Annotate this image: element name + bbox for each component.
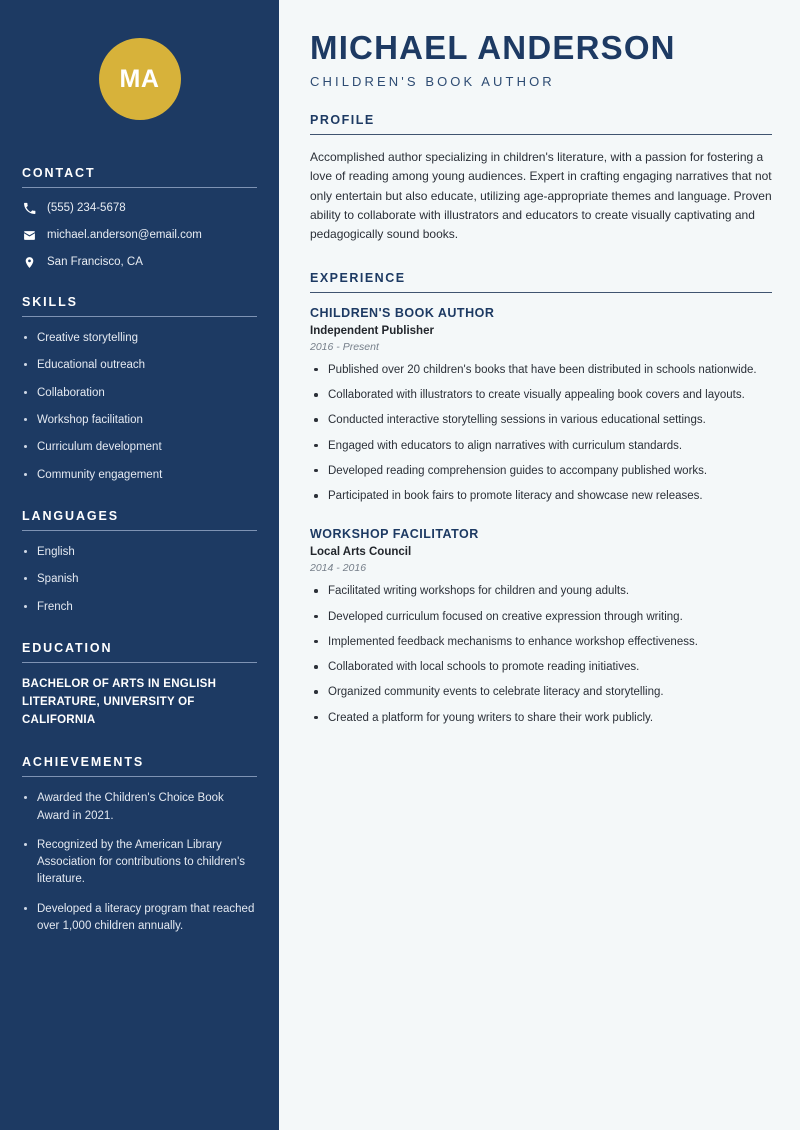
experience-section (310, 271, 772, 727)
experience-divider (310, 292, 772, 293)
list-item: Collaboration (22, 385, 257, 401)
experience-dates: 2016 - Present (310, 340, 379, 353)
education-heading: EDUCATION (22, 640, 113, 655)
contact-divider (22, 187, 257, 188)
list-item: Published over 20 children's books that have been distributed in schools nationwide. (310, 362, 772, 379)
list-item: Workshop facilitation (22, 412, 257, 428)
list-item: Spanish (22, 571, 257, 587)
contact-location-value: San Francisco, CA (47, 256, 143, 268)
list-item: Awarded the Children's Choice Book Award in 2021. (22, 790, 257, 825)
languages-heading: LANGUAGES (22, 508, 119, 523)
contact-email-value: michael.anderson@email.com (47, 229, 202, 241)
list-item: Implemented feedback mechanisms to enhance workshop effectiveness. (310, 634, 772, 651)
location-pin-icon (22, 255, 36, 269)
profile-text: Accomplished author specializing in children's literature, with a passion for fostering a love of reading among young audiences. Expert in crafting engaging narratives that not only entertain but also educate, utilizing age-appropriate themes and language. Proven ability to collaborate with illustrators and educators to create visually captivating and pedagogically sound books. (310, 149, 772, 242)
phone-icon (22, 201, 36, 215)
languages-section (22, 509, 257, 615)
profile-heading: PROFILE (310, 112, 375, 127)
contact-email-row[interactable] (22, 228, 257, 242)
experience-bullet-list (310, 362, 772, 506)
achievements-section (22, 755, 257, 935)
experience-job-title: CHILDREN'S BOOK AUTHOR (310, 305, 495, 320)
experience-entry (310, 527, 772, 727)
experience-dates: 2014 - 2016 (310, 562, 367, 575)
contact-heading: CONTACT (22, 166, 96, 180)
education-section (22, 641, 257, 729)
list-item: Developed reading comprehension guides to accompany published works. (310, 463, 772, 480)
contact-section (22, 166, 257, 269)
languages-divider (22, 530, 257, 531)
profile-section (310, 113, 772, 245)
sidebar (0, 0, 279, 1130)
languages-list (22, 544, 257, 615)
experience-company: Local Arts Council (310, 546, 412, 559)
experience-heading: EXPERIENCE (310, 270, 406, 285)
achievements-list (22, 790, 257, 935)
contact-phone-row[interactable] (22, 201, 257, 215)
list-item: French (22, 599, 257, 615)
skills-divider (22, 316, 257, 317)
list-item: Curriculum development (22, 439, 257, 455)
list-item: Facilitated writing workshops for children and young adults. (310, 583, 772, 600)
achievements-divider (22, 776, 257, 777)
envelope-icon (22, 228, 36, 242)
list-item: Collaborated with illustrators to create visually appealing book covers and layouts. (310, 387, 772, 404)
contact-phone-value: (555) 234-5678 (47, 202, 126, 214)
list-item: Creative storytelling (22, 330, 257, 346)
list-item: Developed a literacy program that reached over 1,000 children annually. (22, 901, 257, 936)
achievements-heading: ACHIEVEMENTS (22, 755, 145, 770)
skills-section (22, 295, 257, 483)
list-item: Organized community events to celebrate literacy and storytelling. (310, 684, 772, 701)
list-item: Created a platform for young writers to share their work publicly. (310, 710, 772, 727)
experience-bullet-list (310, 583, 772, 727)
list-item: Community engagement (22, 467, 257, 483)
avatar: MA (99, 38, 181, 120)
list-item: Conducted interactive storytelling sessions in various educational settings. (310, 412, 772, 429)
contact-location-row[interactable] (22, 255, 257, 269)
list-item: Engaged with educators to align narratives with curriculum standards. (310, 438, 772, 455)
list-item: Developed curriculum focused on creative expression through writing. (310, 609, 772, 626)
page-title: MICHAEL ANDERSON (310, 29, 676, 66)
education-entry: BACHELOR OF ARTS IN ENGLISH LITERATURE, UNIVERSITY OF CALIFORNIA (22, 677, 217, 726)
experience-company: Independent Publisher (310, 324, 434, 337)
list-item: Educational outreach (22, 357, 257, 373)
list-item: Participated in book fairs to promote literacy and showcase new releases. (310, 488, 772, 505)
education-divider (22, 662, 257, 663)
experience-entry (310, 306, 772, 506)
list-item: Recognized by the American Library Association for contributions to children's literature. (22, 837, 257, 889)
avatar-container (22, 0, 257, 166)
job-subtitle: CHILDREN'S BOOK AUTHOR (310, 73, 555, 89)
skills-list (22, 330, 257, 483)
profile-divider (310, 134, 772, 135)
main-content (279, 0, 800, 1130)
experience-job-title: WORKSHOP FACILITATOR (310, 527, 479, 542)
list-item: English (22, 544, 257, 560)
skills-heading: SKILLS (22, 295, 78, 309)
list-item: Collaborated with local schools to promote reading initiatives. (310, 659, 772, 676)
